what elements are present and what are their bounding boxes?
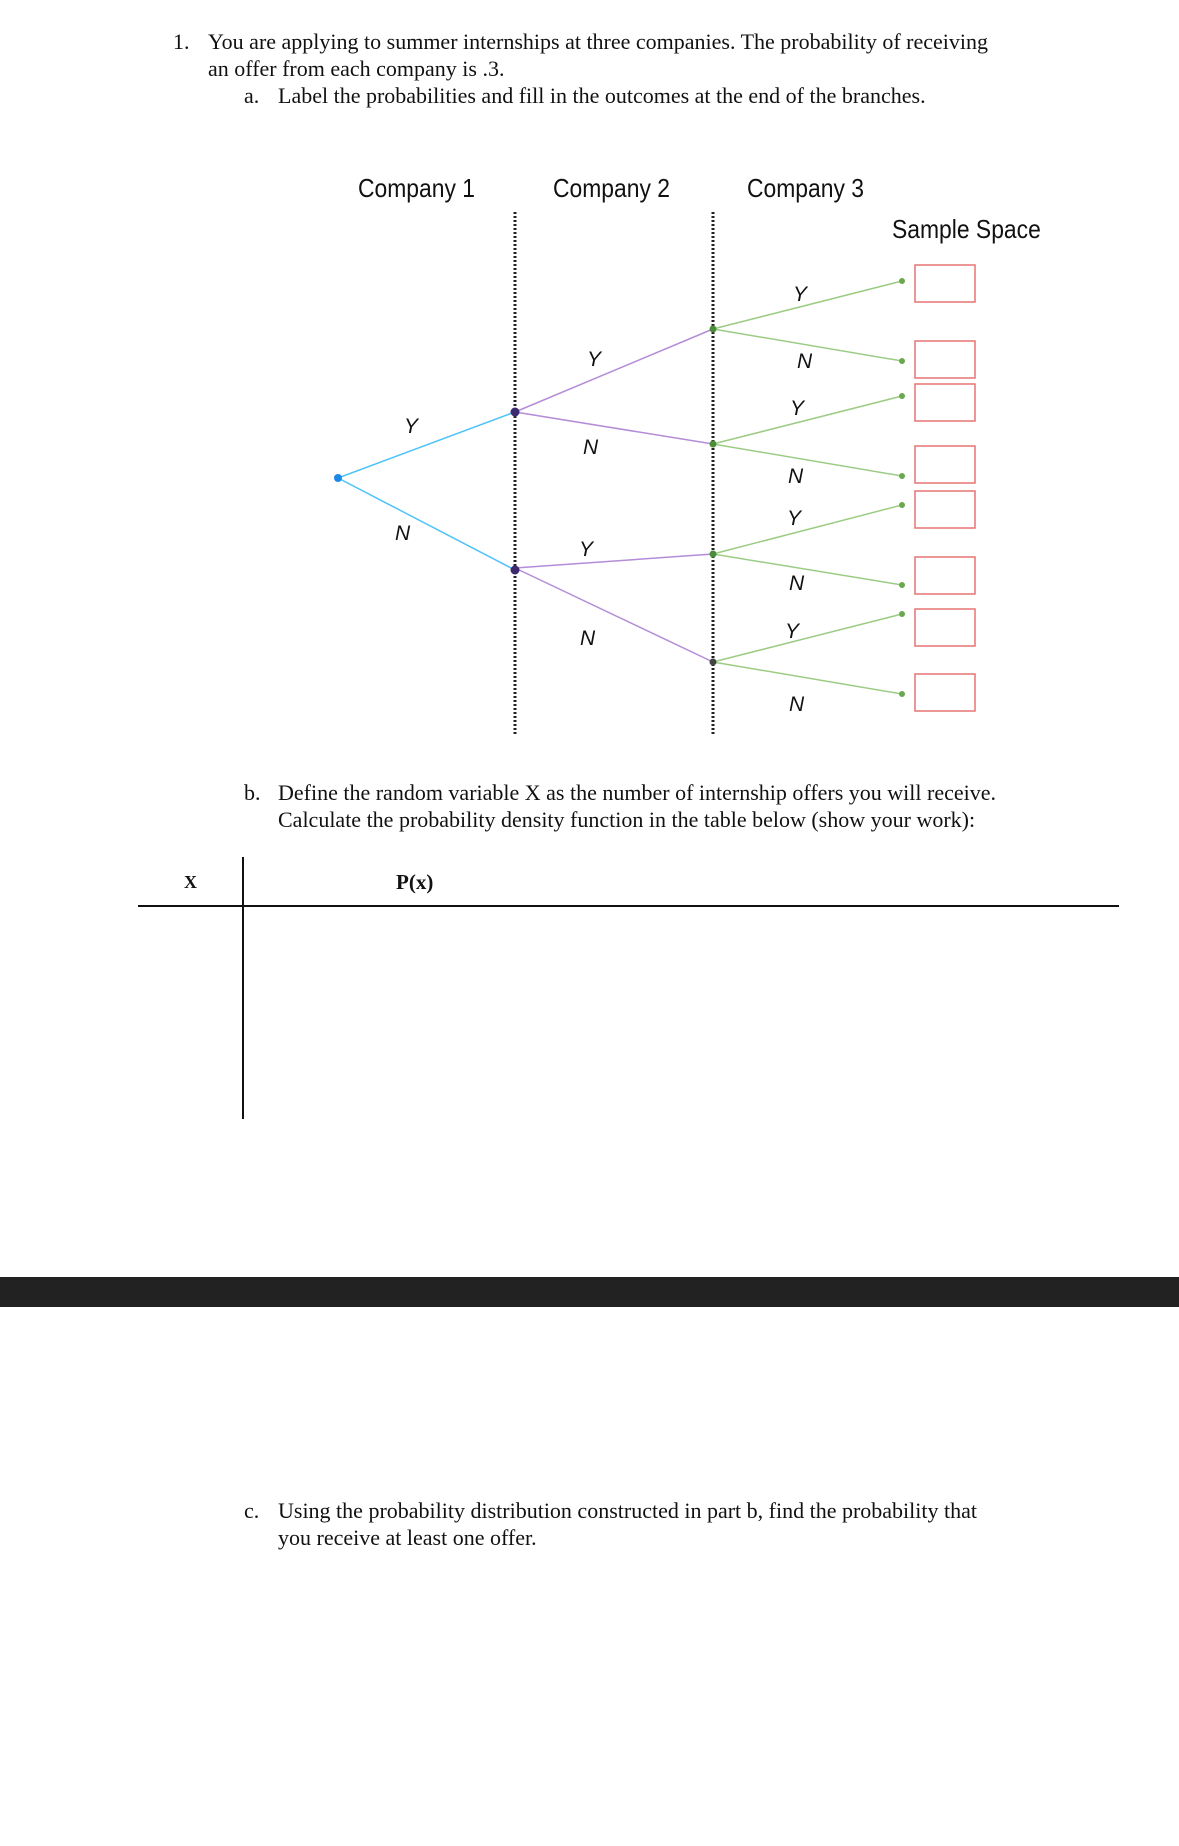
branch-c3-8 <box>713 662 902 694</box>
label-c3-4: N <box>788 465 804 488</box>
branch-c3-1 <box>713 281 902 329</box>
label-c2b-yes: Y <box>579 538 594 561</box>
label-c3-6: N <box>789 572 805 595</box>
node-c2-4 <box>710 659 717 666</box>
table-horizontal-rule <box>138 905 1119 907</box>
part-b-line-1: Define the random variable X as the number of internship offers you will receive. <box>278 780 997 805</box>
outcome-box-7[interactable] <box>915 609 975 646</box>
outcome-box-1[interactable] <box>915 265 975 302</box>
leaf-endpoints <box>899 278 905 697</box>
part-b-line-2: Calculate the probability density function in the table below (show your work): <box>278 807 976 832</box>
label-c3-3: Y <box>790 397 805 420</box>
company-2-heading: Company 2 <box>553 173 671 203</box>
outcome-box-4[interactable] <box>915 446 975 483</box>
sample-space-boxes[interactable] <box>915 265 975 711</box>
label-c3-1: Y <box>793 283 808 306</box>
question-line-2: an offer from each company is .3. <box>208 56 505 81</box>
question-line-1: You are applying to summer internships at three companies. The probability of receiving <box>208 29 989 54</box>
company-3-branches <box>713 281 902 694</box>
node-c1-no <box>511 566 520 575</box>
outcome-box-6[interactable] <box>915 557 975 594</box>
node-c2-3 <box>710 551 717 558</box>
leaf-dot-2 <box>899 358 905 364</box>
table-answer-area[interactable] <box>246 910 1116 1115</box>
part-c-letter: c. <box>244 1498 260 1523</box>
branch-c3-6 <box>713 554 902 585</box>
root-node <box>334 474 342 482</box>
branch-c3-3 <box>713 396 902 444</box>
leaf-dot-1 <box>899 278 905 284</box>
question-number: 1. <box>173 29 190 54</box>
branch-c2-no-from-yes <box>515 412 713 444</box>
label-c3-7: Y <box>785 620 800 643</box>
leaf-dot-4 <box>899 473 905 479</box>
leaf-dot-3 <box>899 393 905 399</box>
branch-c3-5 <box>713 505 902 554</box>
branch-c1-yes <box>338 412 515 478</box>
label-c2a-no: N <box>583 436 599 459</box>
part-c-line-2: you receive at least one offer. <box>278 1525 537 1550</box>
label-c2a-yes: Y <box>587 348 602 371</box>
branch-c2-yes-from-yes <box>515 329 713 412</box>
outcome-box-8[interactable] <box>915 674 975 711</box>
part-a-letter: a. <box>244 83 260 108</box>
table-vertical-rule <box>242 857 244 1119</box>
node-c1-yes <box>511 408 520 417</box>
page-divider-bar <box>0 1277 1179 1307</box>
company-1-branches <box>338 412 515 570</box>
branch-c2-yes-from-no <box>515 554 713 568</box>
branch-c1-no <box>338 478 515 570</box>
table-header-px: P(x) <box>396 870 434 894</box>
leaf-dot-8 <box>899 691 905 697</box>
label-c1-yes: Y <box>404 415 419 438</box>
label-c1-no: N <box>395 522 411 545</box>
table-header-x: X <box>184 872 197 892</box>
label-c3-2: N <box>797 350 813 373</box>
part-a-text: Label the probabilities and fill in the outcomes at the end of the branches. <box>278 83 926 108</box>
company-2-branches <box>515 329 713 662</box>
sample-space-heading: Sample Space <box>892 214 1041 244</box>
label-c3-5: Y <box>787 507 802 530</box>
node-c2-2 <box>710 441 717 448</box>
node-c2-1 <box>710 326 717 333</box>
company-3-heading: Company 3 <box>747 173 865 203</box>
outcome-box-3[interactable] <box>915 384 975 421</box>
company-1-heading: Company 1 <box>358 173 476 203</box>
label-c3-8: N <box>789 693 805 716</box>
branch-c3-4 <box>713 444 902 476</box>
outcome-box-2[interactable] <box>915 341 975 378</box>
part-c-line-1: Using the probability distribution constructed in part b, find the probability that <box>278 1498 977 1523</box>
part-b-letter: b. <box>244 780 261 805</box>
leaf-dot-6 <box>899 582 905 588</box>
leaf-dot-7 <box>899 611 905 617</box>
branch-c2-no-from-no <box>515 568 713 662</box>
branch-c3-7 <box>713 614 902 662</box>
label-c2b-no: N <box>580 627 596 650</box>
outcome-box-5[interactable] <box>915 491 975 528</box>
leaf-dot-5 <box>899 502 905 508</box>
